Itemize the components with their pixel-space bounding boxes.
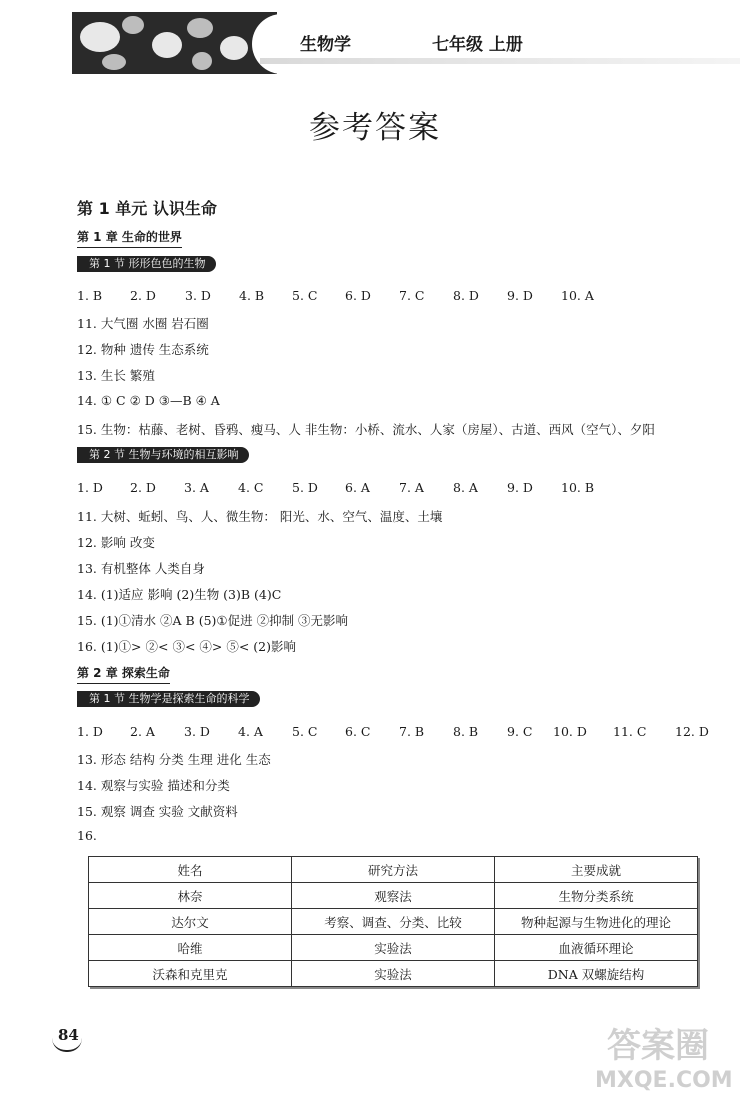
header-rule <box>260 58 740 64</box>
table-cell: 物种起源与生物进化的理论 <box>495 909 698 935</box>
answer-item: 2. D <box>130 288 156 303</box>
answer-item: 1. D <box>77 724 103 739</box>
answer-item: 6. C <box>345 724 371 739</box>
table-row <box>89 883 698 909</box>
unit-heading: 第 1 单元 认识生命 <box>77 199 217 218</box>
answer-item: 6. A <box>345 480 370 495</box>
answer-line: 16. (1)①> ②< ③< ④> ⑤< (2)影响 <box>77 639 297 654</box>
answer-line: 15. 生物：枯藤、老树、昏鸦、瘦马、人 非生物：小桥、流水、人家（房屋）、古道、西风（空气）、夕阳 <box>77 422 655 437</box>
answer-item: 3. D <box>184 724 210 739</box>
scientists-table <box>88 856 698 987</box>
watermark-logo <box>595 1018 745 1100</box>
answer-item: 4. B <box>239 288 265 303</box>
table-cell: 达尔文 <box>89 909 292 935</box>
answer-item: 9. D <box>507 480 533 495</box>
section-2-banner: 第 2 节 生物与环境的相互影响 <box>77 447 249 463</box>
subject-label: 生物学 <box>300 35 351 55</box>
chapter-1-heading: 第 1 章 生命的世界 <box>77 228 182 248</box>
table-cell: 林奈 <box>89 883 292 909</box>
answer-line: 15. (1)①清水 ②A B (5)①促进 ②抑制 ③无影响 <box>77 613 349 628</box>
answer-item: 8. A <box>453 480 478 495</box>
answer-item: 10. A <box>561 288 594 303</box>
header-photo <box>72 12 277 74</box>
answer-item: 9. D <box>507 288 533 303</box>
answer-item: 7. A <box>399 480 424 495</box>
answer-line: 12. 影响 改变 <box>77 535 155 550</box>
table-row <box>89 909 698 935</box>
table-row <box>89 935 698 961</box>
answer-line: 14. (1)适应 影响 (2)生物 (3)B (4)C <box>77 587 282 602</box>
answer-item: 6. D <box>345 288 371 303</box>
answer-item: 11. C <box>613 724 647 739</box>
answer-line: 13. 形态 结构 分类 生理 进化 生态 <box>77 752 271 767</box>
answer-line: 14. ① C ② D ③—B ④ A <box>77 393 220 408</box>
answer-line: 11. 大气圈 水圈 岩石圈 <box>77 316 209 331</box>
answer-item: 7. B <box>399 724 425 739</box>
page-number: 84 <box>58 1026 79 1044</box>
answer-line: 11. 大树、蚯蚓、鸟、人、微生物： 阳光、水、空气、温度、土壤 <box>77 509 443 524</box>
answer-item: 10. B <box>561 480 595 495</box>
table-cell: DNA 双螺旋结构 <box>495 961 698 987</box>
table-header-cell: 姓名 <box>89 857 292 883</box>
watermark-site: MXQE.COM <box>595 1068 733 1093</box>
answer-item: 4. A <box>238 724 263 739</box>
grade-label: 七年级 上册 <box>432 35 523 55</box>
table-cell: 生物分类系统 <box>495 883 698 909</box>
table-row <box>89 961 698 987</box>
table-cell: 考察、调查、分类、比较 <box>292 909 495 935</box>
answer-item: 2. D <box>130 480 156 495</box>
chapter-2-heading: 第 2 章 探索生命 <box>77 664 170 684</box>
answer-item: 2. A <box>130 724 155 739</box>
answer-item: 8. B <box>453 724 479 739</box>
table-cell: 观察法 <box>292 883 495 909</box>
answer-item: 3. D <box>185 288 211 303</box>
answer-item: 12. D <box>675 724 709 739</box>
answer-item: 5. C <box>292 288 318 303</box>
answer-item: 9. C <box>507 724 533 739</box>
table-header-cell: 研究方法 <box>292 857 495 883</box>
section-1-banner: 第 1 节 形形色色的生物 <box>77 256 216 272</box>
section-3-banner: 第 1 节 生物学是探索生命的科学 <box>77 691 260 707</box>
table-cell: 实验法 <box>292 961 495 987</box>
table-cell: 沃森和克里克 <box>89 961 292 987</box>
answer-line: 15. 观察 调查 实验 文献资料 <box>77 804 238 819</box>
answer-item: 1. B <box>77 288 103 303</box>
answer-item: 4. C <box>238 480 264 495</box>
answer-line: 14. 观察与实验 描述和分类 <box>77 778 230 793</box>
table-header-row <box>89 857 698 883</box>
answer-item: 8. D <box>453 288 479 303</box>
answer-item: 3. A <box>184 480 209 495</box>
answer-item: 1. D <box>77 480 103 495</box>
watermark-brand: 答案圈 <box>607 1026 709 1066</box>
answer-item: 5. C <box>292 724 318 739</box>
table-cell: 实验法 <box>292 935 495 961</box>
page-title: 参考答案 <box>309 110 441 146</box>
answer-line: 16. <box>77 828 97 843</box>
table-cell: 血液循环理论 <box>495 935 698 961</box>
answer-item: 5. D <box>292 480 318 495</box>
table-header-cell: 主要成就 <box>495 857 698 883</box>
answer-line: 13. 有机整体 人类自身 <box>77 561 205 576</box>
table-cell: 哈维 <box>89 935 292 961</box>
answer-line: 12. 物种 遗传 生态系统 <box>77 342 209 357</box>
answer-line: 13. 生长 繁殖 <box>77 368 155 383</box>
answer-item: 7. C <box>399 288 425 303</box>
answer-item: 10. D <box>553 724 587 739</box>
